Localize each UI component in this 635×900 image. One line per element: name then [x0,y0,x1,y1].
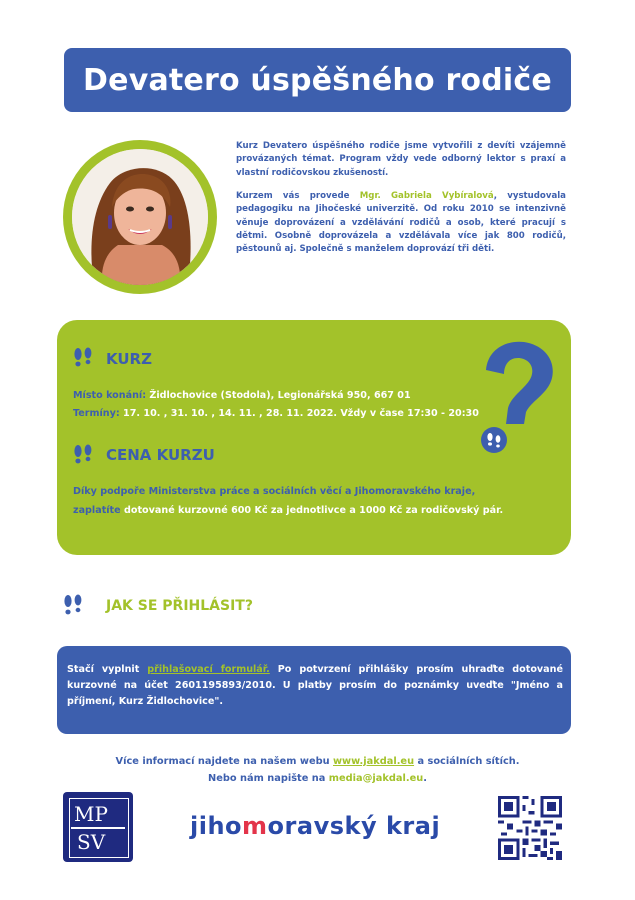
mpsv-logo-bottom: SV [77,830,106,854]
registration-text [67,662,563,709]
registration-text-rest: Po potvrzení přihlášky prosím uhraďte dotované kurzovné na účet 2601195893/2010. U platby prosím do poznámky uveďte "Jméno a příjmení, Kurz Židlochovice". [67,664,563,707]
mpsv-logo-divider [71,827,125,829]
course-place [73,390,411,401]
kraj-logo-part-1: jiho [190,812,243,840]
place-value: Židlochovice (Stodola), Legionářská 950, 667 01 [146,390,411,401]
footprints-icon [72,347,94,369]
course-dates [73,408,479,419]
footer-email-line [0,773,635,784]
intro-p2-start: Kurzem vás provede [236,190,360,201]
footer-web-rest: a sociálních sítích. [414,756,520,767]
intro-paragraph-2 [236,190,566,257]
price-line-2 [73,505,503,516]
page-title: Devatero úspěšného rodiče [83,62,552,98]
intro-paragraph-1: Kurz Devatero úspěšného rodiče jsme vytvořili z devíti vzájemně provázaných témat. Program vždy vede odborný lektor s praxí a vlastní rodičovskou zkušeností. [236,141,566,178]
jihomoravsky-kraj-logo [190,812,440,840]
intro-text [236,140,566,267]
kraj-logo-part-2: oravský kraj [267,812,441,840]
price-line-2a: zaplatíte [73,505,121,516]
footer-web-line [0,756,635,767]
price-line-2b: dotované kurzovné 600 Kč za jednotlivce a 1000 Kč za rodičovský pár. [120,505,504,516]
lecturer-portrait [72,149,208,285]
footer-email-text: Nebo nám napište na [208,773,329,784]
qr-code-icon[interactable] [498,796,562,860]
registration-text-start: Stačí vyplnit [67,664,148,675]
title-banner [64,48,571,112]
registration-heading: JAK SE PŘIHLÁSIT? [106,598,253,614]
mpsv-logo [63,792,133,862]
dates-label: Termíny: [73,408,120,419]
footprints-icon [72,444,94,466]
email-link[interactable]: media@jakdal.eu [328,773,424,784]
footprints-icon [62,594,84,618]
place-label: Místo konání: [73,390,147,401]
price-heading: CENA KURZU [106,446,215,464]
lecturer-name: Mgr. Gabriela Vybíralová [359,190,494,201]
kraj-logo-m: m [242,812,268,840]
price-line-1: Díky podpoře Ministerstva práce a sociálních věcí a Jihomoravského kraje, [73,486,476,497]
question-mark-icon [476,340,558,460]
footer-web-text: Více informací najdete na našem webu [115,756,333,767]
dates-value: 17. 10. , 31. 10. , 14. 11. , 28. 11. 2022. Vždy v čase 17:30 - 20:30 [119,408,479,419]
course-heading: KURZ [106,350,152,368]
registration-form-link[interactable]: přihlašovací formulář. [147,664,270,675]
website-link[interactable]: www.jakdal.eu [333,756,415,767]
footer-email-end: . [423,773,427,784]
intro-p2-rest: , vystudovala pedagogiku na Jihočeské univerzitě. Od roku 2010 se intenzivně věnuje doprovázení a vzdělávání rodičů a osob, které pracují s dětmi. Osobně doprovázela a vzdělávala více jak 800 rodičů, pěstounů aj. Společně s manželem doprovází tři děti. [236,190,566,255]
mpsv-logo-top: MP [74,802,108,826]
